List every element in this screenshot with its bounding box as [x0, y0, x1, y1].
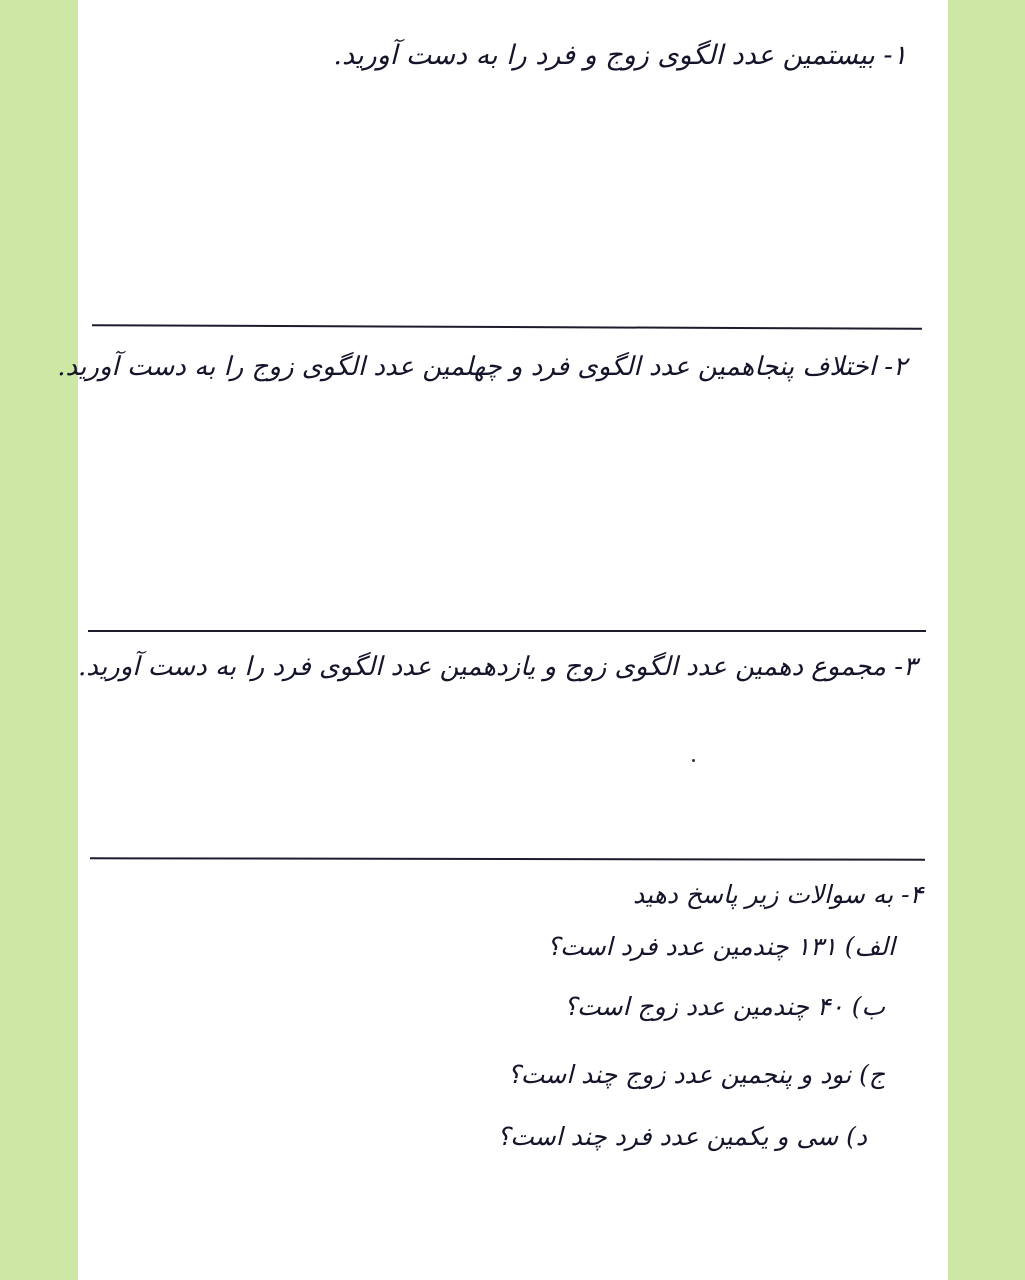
question-1: ۱- بیستمین عدد الگوی زوج و فرد را به دست آورید.: [333, 40, 907, 71]
divider-2: [88, 630, 926, 632]
question-4-part-a: الف) ۱۳۱ چندمین عدد فرد است؟: [546, 932, 895, 961]
ink-dot: [692, 759, 695, 762]
question-4-part-d: د) سی و یکمین عدد فرد چند است؟: [496, 1122, 867, 1151]
question-4-title: ۴- به سوالات زیر پاسخ دهید: [632, 880, 923, 909]
question-4-part-b: ب) ۴۰ چندمین عدد زوج است؟: [563, 992, 885, 1021]
question-3: ۳- مجموع دهمین عدد الگوی زوج و یازدهمین عدد الگوی فرد را به دست آورید.: [78, 652, 917, 682]
question-2: ۲- اختلاف پنجاهمین عدد الگوی فرد و چهلمین عدد الگوی زوج را به دست آورید.: [57, 352, 907, 382]
question-4-part-c: ج) نود و پنجمین عدد زوج چند است؟: [507, 1060, 885, 1089]
